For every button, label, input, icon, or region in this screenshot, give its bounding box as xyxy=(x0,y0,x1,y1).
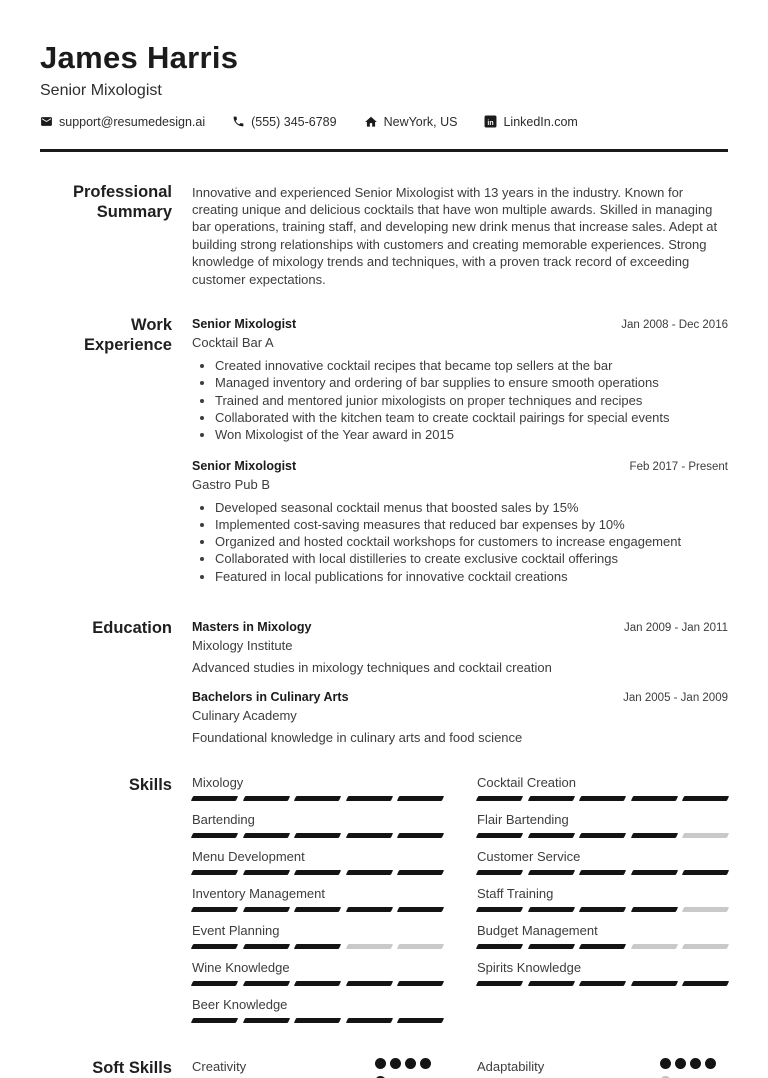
job-title: Senior Mixologist xyxy=(192,317,297,332)
skill-segment-filled xyxy=(397,796,444,801)
degree-header xyxy=(192,618,728,634)
rating-dot-filled xyxy=(675,1058,686,1069)
skill-segment-filled xyxy=(191,1018,238,1023)
skill-segment-filled xyxy=(242,870,289,875)
skill-level-bar xyxy=(192,1018,443,1023)
skill-name: Spirits Knowledge xyxy=(477,960,582,976)
skills-grid xyxy=(192,775,728,1034)
skill-level-bar xyxy=(477,870,728,875)
skill-segment-filled xyxy=(476,907,523,912)
skill-segment-filled xyxy=(397,870,444,875)
skill-segment-filled xyxy=(191,870,238,875)
skill-segment-filled xyxy=(294,907,341,912)
skill-item xyxy=(477,886,728,912)
skill-segment-filled xyxy=(631,907,678,912)
section-summary xyxy=(40,182,728,288)
skill-level-bar xyxy=(477,981,728,986)
skill-segment-filled xyxy=(579,870,626,875)
skill-segment-filled xyxy=(191,833,238,838)
skill-item xyxy=(477,849,728,875)
skill-item xyxy=(477,923,728,949)
skill-name: Mixology xyxy=(192,775,244,791)
job-bullet: • Organized and hosted cocktail workshops for customers to increase engagement xyxy=(215,533,728,550)
soft-skills-grid xyxy=(192,1058,728,1078)
job-bullet: • Developed seasonal cocktail menus that boosted sales by 15% xyxy=(215,499,728,516)
phone-icon xyxy=(232,115,245,128)
skill-segment-filled xyxy=(682,870,729,875)
skill-level-bar xyxy=(477,796,728,801)
skill-segment-filled xyxy=(242,1018,289,1023)
soft-skill-item xyxy=(477,1058,728,1078)
skill-item xyxy=(477,812,728,838)
contact-row xyxy=(40,115,728,129)
degree-header xyxy=(192,688,728,704)
skill-segment-filled xyxy=(191,796,238,801)
skill-segment-filled xyxy=(527,870,574,875)
degree-description: Advanced studies in mixology techniques and cocktail creation xyxy=(192,660,552,676)
skill-item xyxy=(192,812,443,838)
skill-segment-filled xyxy=(191,907,238,912)
rating-dot-filled xyxy=(690,1058,701,1069)
job-bullet: • Managed inventory and ordering of bar supplies to ensure smooth operations xyxy=(215,374,728,391)
skill-level-bar xyxy=(192,833,443,838)
skill-segment-filled xyxy=(242,907,289,912)
skill-segment-filled xyxy=(397,1018,444,1023)
skill-segment-filled xyxy=(579,796,626,801)
soft-skills-heading: Soft Skills xyxy=(92,1059,172,1078)
svg-text:in: in xyxy=(487,119,495,127)
skill-segment-filled xyxy=(631,981,678,986)
skill-segment-filled xyxy=(476,796,523,801)
skill-segment-filled xyxy=(527,944,574,949)
job-bullets xyxy=(192,357,728,443)
job-bullet: • Trained and mentored junior mixologists on proper techniques and recipes xyxy=(215,392,728,409)
skill-segment-filled xyxy=(242,981,289,986)
contact-linkedin-text: LinkedIn.com xyxy=(503,114,578,129)
section-experience xyxy=(40,315,728,585)
skill-name: Inventory Management xyxy=(192,886,325,902)
skill-segment-filled xyxy=(682,981,729,986)
home-icon xyxy=(364,115,378,129)
skill-segment-filled xyxy=(476,870,523,875)
job-bullet: • Featured in local publications for innovative cocktail creations xyxy=(215,568,728,585)
skill-item xyxy=(477,775,728,801)
job-date: Jan 2008 - Dec 2016 xyxy=(621,319,728,332)
soft-skill-dots xyxy=(660,1058,719,1078)
skill-segment-filled xyxy=(631,796,678,801)
degree-date: Jan 2009 - Jan 2011 xyxy=(623,622,728,635)
soft-skills-column-1 xyxy=(477,1058,728,1078)
skill-segment-empty xyxy=(397,944,444,949)
skill-level-bar xyxy=(192,796,443,801)
person-name: James Harris xyxy=(40,40,239,75)
skill-segment-empty xyxy=(682,944,729,949)
summary-heading: Professional Summary xyxy=(72,182,172,221)
rating-dot-filled xyxy=(375,1058,386,1069)
skill-segment-filled xyxy=(294,796,341,801)
skill-name: Flair Bartending xyxy=(477,812,569,828)
header-divider xyxy=(40,149,728,152)
skill-name: Cocktail Creation xyxy=(477,775,576,791)
skill-segment-filled xyxy=(579,981,626,986)
skill-name: Beer Knowledge xyxy=(192,997,288,1013)
skill-item xyxy=(192,923,443,949)
skill-item xyxy=(192,886,443,912)
job-header xyxy=(192,315,728,331)
job-bullet: • Collaborated with local distilleries to create exclusive cocktail offerings xyxy=(215,550,728,567)
resume-body xyxy=(40,182,728,1078)
skill-level-bar xyxy=(192,870,443,875)
rating-dot-filled xyxy=(660,1058,671,1069)
section-skills xyxy=(40,775,728,1034)
degree-entry xyxy=(192,618,728,675)
skill-segment-filled xyxy=(294,944,341,949)
contact-phone xyxy=(232,115,336,129)
contact-phone-text: (555) 345-6789 xyxy=(251,114,337,129)
skill-item xyxy=(477,960,728,986)
soft-skill-dots xyxy=(375,1058,434,1078)
soft-skill-name: Adaptability xyxy=(477,1059,545,1075)
skill-segment-empty xyxy=(682,907,729,912)
email-icon xyxy=(40,115,53,128)
skill-item xyxy=(192,849,443,875)
job-entry xyxy=(192,315,728,443)
job-company: Gastro Pub B xyxy=(192,476,271,492)
skill-segment-filled xyxy=(476,833,523,838)
contact-location xyxy=(364,115,458,129)
skill-segment-filled xyxy=(346,1018,393,1023)
skill-level-bar xyxy=(192,907,443,912)
soft-skills-column-0 xyxy=(192,1058,443,1078)
job-company: Cocktail Bar A xyxy=(192,335,274,351)
education-heading: Education xyxy=(92,619,172,638)
job-bullet: • Implemented cost-saving measures that reduced bar expenses by 10% xyxy=(215,516,728,533)
skill-segment-filled xyxy=(682,796,729,801)
skill-level-bar xyxy=(477,907,728,912)
section-education xyxy=(40,618,728,745)
skill-segment-filled xyxy=(294,833,341,838)
skills-column-1 xyxy=(477,775,728,997)
skill-segment-filled xyxy=(191,944,238,949)
education-list xyxy=(192,618,728,745)
skill-name: Menu Development xyxy=(192,849,305,865)
job-bullet: • Collaborated with the kitchen team to create cocktail pairings for special events xyxy=(215,409,728,426)
soft-skill-item xyxy=(192,1058,443,1078)
summary-text: Innovative and experienced Senior Mixologist with 13 years in the industry. Known for creating unique and delicious cocktails that have won multiple awards. Skilled in managing bar operations, training staff, and developing new drink menus that increase sales. Adept at building strong relationships with customers and creating memorable experiences. Strong knowledge of mixology trends and techniques, with a proven track record of exceeding customer expectations. xyxy=(192,184,718,287)
skill-segment-filled xyxy=(242,833,289,838)
soft-skill-name: Creativity xyxy=(192,1059,247,1075)
skill-item xyxy=(192,997,443,1023)
skill-segment-filled xyxy=(346,870,393,875)
skill-segment-filled xyxy=(579,907,626,912)
rating-dot-filled xyxy=(705,1058,716,1069)
degree-date: Jan 2005 - Jan 2009 xyxy=(623,692,728,705)
experience-list xyxy=(192,315,728,585)
experience-heading: Work Experience xyxy=(83,316,172,355)
skill-segment-filled xyxy=(346,833,393,838)
rating-dot-filled xyxy=(420,1058,431,1069)
job-bullets xyxy=(192,499,728,585)
skills-column-0 xyxy=(192,775,443,1034)
skill-name: Staff Training xyxy=(477,886,554,902)
skill-segment-filled xyxy=(476,944,523,949)
degree-entry xyxy=(192,688,728,745)
degree-school: Culinary Academy xyxy=(192,708,297,724)
job-title: Senior Mixologist xyxy=(192,458,297,473)
skill-segment-filled xyxy=(527,907,574,912)
skill-item xyxy=(192,775,443,801)
skill-name: Bartending xyxy=(192,812,255,828)
skill-item xyxy=(192,960,443,986)
skill-level-bar xyxy=(477,833,728,838)
job-bullet: • Won Mixologist of the Year award in 2015 xyxy=(215,426,728,443)
skill-segment-filled xyxy=(631,870,678,875)
job-date: Feb 2017 - Present xyxy=(629,460,728,473)
job-entry xyxy=(192,457,728,585)
degree-title: Bachelors in Culinary Arts xyxy=(192,690,349,705)
degree-description: Foundational knowledge in culinary arts and food science xyxy=(192,730,523,746)
resume-header xyxy=(40,40,728,152)
degree-school: Mixology Institute xyxy=(192,638,293,654)
skill-segment-filled xyxy=(397,907,444,912)
person-job-title: Senior Mixologist xyxy=(40,81,162,99)
skill-segment-filled xyxy=(242,796,289,801)
skill-segment-filled xyxy=(346,981,393,986)
skills-heading: Skills xyxy=(128,776,172,795)
skill-segment-filled xyxy=(397,981,444,986)
skill-segment-filled xyxy=(579,833,626,838)
skill-segment-filled xyxy=(476,981,523,986)
skill-segment-filled xyxy=(242,944,289,949)
degree-title: Masters in Mixology xyxy=(192,620,312,635)
skill-name: Wine Knowledge xyxy=(192,960,290,976)
contact-email-text: support@resumedesign.ai xyxy=(59,114,206,129)
skill-name: Customer Service xyxy=(477,849,581,865)
skill-level-bar xyxy=(192,944,443,949)
skill-name: Event Planning xyxy=(192,923,280,939)
skill-segment-filled xyxy=(631,833,678,838)
skill-segment-filled xyxy=(527,833,574,838)
skill-segment-filled xyxy=(294,870,341,875)
skill-name: Budget Management xyxy=(477,923,598,939)
contact-email xyxy=(40,115,205,129)
job-bullet: • Created innovative cocktail recipes that became top sellers at the bar xyxy=(215,357,728,374)
skill-segment-filled xyxy=(294,981,341,986)
skill-segment-empty xyxy=(631,944,678,949)
rating-dot-filled xyxy=(405,1058,416,1069)
skill-level-bar xyxy=(192,981,443,986)
skill-segment-empty xyxy=(346,944,393,949)
skill-segment-filled xyxy=(579,944,626,949)
job-header xyxy=(192,457,728,473)
skill-level-bar xyxy=(477,944,728,949)
skill-segment-filled xyxy=(346,796,393,801)
linkedin-icon xyxy=(484,115,497,128)
rating-dot-filled xyxy=(390,1058,401,1069)
contact-location-text: NewYork, US xyxy=(383,114,458,129)
skill-segment-empty xyxy=(682,833,729,838)
skill-segment-filled xyxy=(527,981,574,986)
skill-segment-filled xyxy=(527,796,574,801)
skill-segment-filled xyxy=(397,833,444,838)
section-soft-skills xyxy=(40,1058,728,1078)
skill-segment-filled xyxy=(294,1018,341,1023)
skill-segment-filled xyxy=(346,907,393,912)
contact-linkedin xyxy=(484,115,577,129)
skill-segment-filled xyxy=(191,981,238,986)
